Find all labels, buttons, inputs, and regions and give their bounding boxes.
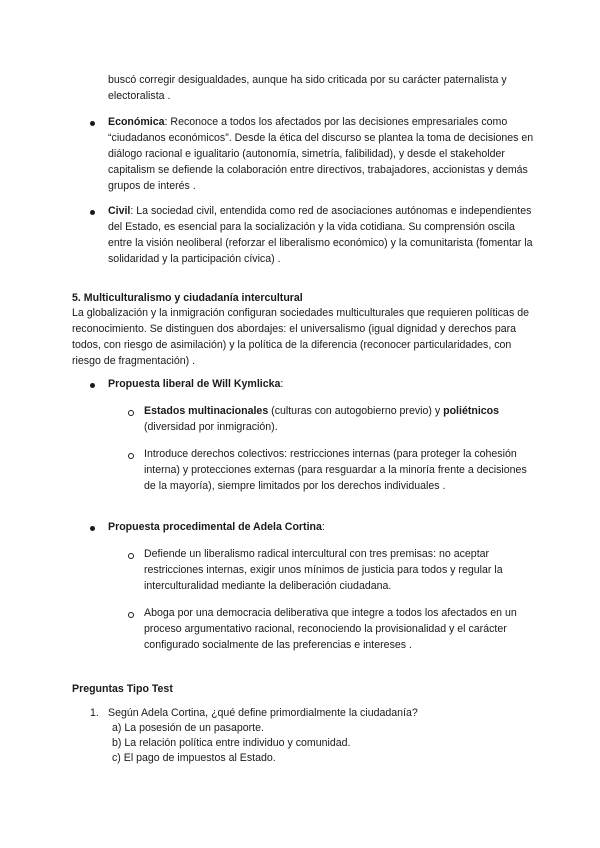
- bullet-icon: [90, 526, 95, 531]
- colon-text: :: [321, 521, 325, 533]
- section-intro: La globalización y la inmigración configuran sociedades multiculturales que requieren políticas de reconocimiento. Se distinguen dos abordajes: el universalismo (igual dignidad y derechos para todos, con riesgo de asimilación) y la política de la diferencia (reconocer particularidades, con riesgo de fragmentación) .: [72, 307, 529, 367]
- bullet-icon: [90, 383, 95, 388]
- sub-item-democracia: Aboga por una democracia deliberativa que integre a todos los afectados en un proceso argumentativo racional, reconociendo la provisionalidad y el carácter configurado socialmente de las preferencias e intereses .: [144, 607, 517, 651]
- question-number: 1.: [90, 707, 99, 719]
- sub-term: Estados multinacionales: [144, 405, 269, 417]
- answer-option: b) La relación política entre individuo y comunidad.: [112, 737, 351, 749]
- bullet-civil: [108, 203, 538, 267]
- test-heading: Preguntas Tipo Test: [72, 683, 173, 695]
- bullet-term: Propuesta liberal de Will Kymlicka: [108, 378, 281, 390]
- sub-item-derechos: Introduce derechos colectivos: restricciones internas (para proteger la cohesión interna) y protecciones externas (para resguardar a la minoría frente a decisiones de la mayoría), siempre limitados por los derechos individuales .: [144, 448, 527, 492]
- bullet-icon: [90, 121, 95, 126]
- sub-text: (culturas con autogobierno previo) y: [268, 405, 444, 417]
- bullet-economica: [108, 114, 538, 194]
- sub-bullet-icon: [128, 612, 134, 618]
- bullet-term: Económica: [108, 116, 165, 128]
- sub-text: (diversidad por inmigración).: [144, 421, 278, 433]
- sub-item-estados: [144, 403, 534, 435]
- section-heading: 5. Multiculturalismo y ciudadanía intercultural: [72, 292, 303, 304]
- bullet-icon: [90, 210, 95, 215]
- sub-term: poliétnicos: [443, 405, 500, 417]
- sub-bullet-icon: [128, 553, 134, 559]
- sub-item-liberalismo: Defiende un liberalismo radical intercultural con tres premisas: no aceptar restricciones internas, exigir unos mínimos de justicia para todos y regular la interculturalidad mediante la deliberación ciudadana.: [144, 548, 503, 592]
- bullet-term: Civil: [108, 205, 131, 217]
- colon-text: :: [280, 378, 284, 390]
- bullet-term: Propuesta procedimental de Adela Cortina: [108, 521, 322, 533]
- answer-option: a) La posesión de un pasaporte.: [112, 722, 264, 734]
- bullet-kymlicka: [108, 376, 538, 392]
- bullet-cortina: [108, 519, 538, 535]
- sub-bullet-icon: [128, 453, 134, 459]
- question-text: Según Adela Cortina, ¿qué define primordialmente la ciudadanía?: [108, 707, 418, 719]
- bullet-text: : Reconoce a todos los afectados por las decisiones empresariales como “ciudadanos económicos”. Desde la ética del discurso se plantea la toma de decisiones en diálogo racional e igualitario (autonomía, simetría, falibilidad), y desde el stakeholder capitalism se defiende la colaboración entre directivos, trabajadores, accionistas y demás grupos de interés .: [108, 116, 534, 192]
- bullet-text: : La sociedad civil, entendida como red de asociaciones autónomas e independientes del Estado, es esencial para la socialización y la vida cotidiana. Su comprensión oscila entre la visión neoliberal (reforzar el liberalismo económico) y la comunitarista (fomentar la solidaridad y la participación cívica) .: [108, 205, 533, 265]
- answer-option: c) El pago de impuestos al Estado.: [112, 752, 276, 764]
- sub-bullet-icon: [128, 410, 134, 416]
- intro-continuation: buscó corregir desigualdades, aunque ha sido criticada por su carácter paternalista y electoralista .: [108, 74, 507, 102]
